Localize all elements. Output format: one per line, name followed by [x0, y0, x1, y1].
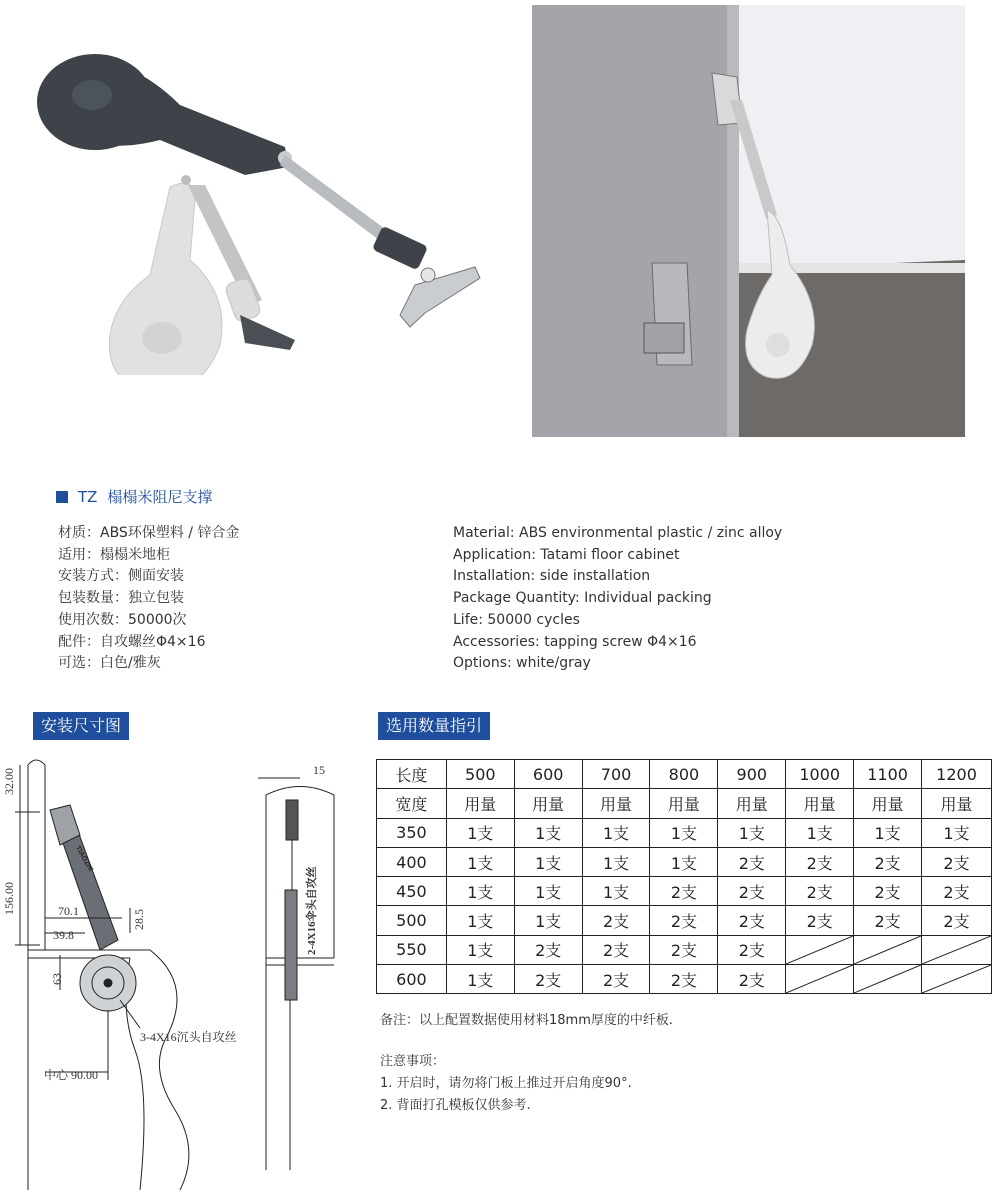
length-cell: 800	[650, 760, 718, 789]
qty-cell: 2支	[650, 906, 718, 935]
qty-cell: 2支	[650, 877, 718, 906]
qty-cell: 1支	[854, 818, 922, 847]
spec-cn-line: 可选：白色/雅灰	[58, 655, 161, 672]
unit-cell: 用量	[582, 789, 650, 818]
width-cell: 450	[377, 877, 447, 906]
unit-cell: 用量	[514, 789, 582, 818]
qty-cell: 1支	[514, 847, 582, 876]
dim-39: 39.8	[53, 928, 74, 942]
empty-slash-cell	[854, 935, 922, 964]
qty-cell: 2支	[922, 906, 992, 935]
qty-cell: 1支	[514, 906, 582, 935]
length-cell: 1200	[922, 760, 992, 789]
width-cell: 400	[377, 847, 447, 876]
caution-2: 2. 背面打孔模板仅供参考.	[380, 1098, 531, 1113]
unit-cell: 用量	[650, 789, 718, 818]
qty-cell: 2支	[786, 877, 854, 906]
product-name: 榻榻米阻尼支撑	[107, 488, 213, 506]
qty-cell: 2支	[718, 965, 786, 994]
product-photo-pair	[30, 45, 490, 375]
qty-cell: 2支	[854, 906, 922, 935]
qty-cell: 1支	[650, 847, 718, 876]
unit-cell: 用量	[718, 789, 786, 818]
dim-28: 28.5	[132, 909, 146, 930]
qty-cell: 2支	[718, 877, 786, 906]
spec-cn-line: 适用：榻榻米地柜	[58, 546, 170, 563]
qty-cell: 2支	[650, 965, 718, 994]
title-square-icon	[56, 491, 68, 503]
qty-cell: 1支	[582, 818, 650, 847]
length-cell: 600	[514, 760, 582, 789]
dim-156: 156.00	[2, 882, 16, 915]
unit-cell: 用量	[854, 789, 922, 818]
remark: 备注：以上配置数据使用材料18mm厚度的中纤板.	[380, 1013, 674, 1028]
width-cell: 550	[377, 935, 447, 964]
qty-cell: 1支	[786, 818, 854, 847]
unit-cell: 用量	[922, 789, 992, 818]
unit-cell: 用量	[446, 789, 514, 818]
qty-cell: 1支	[446, 877, 514, 906]
qty-cell: 2支	[718, 935, 786, 964]
qty-cell: 1支	[446, 906, 514, 935]
spec-en-line: Life: 50000 cycles	[453, 611, 580, 628]
qty-cell: 2支	[514, 965, 582, 994]
table-row-length	[377, 760, 992, 789]
width-cell: 500	[377, 906, 447, 935]
empty-slash-cell	[922, 935, 992, 964]
unit-cell: 用量	[786, 789, 854, 818]
row-head-width: 宽度	[377, 789, 447, 818]
qty-cell: 1支	[446, 935, 514, 964]
dim-63: 63	[50, 973, 64, 985]
length-cell: 1000	[786, 760, 854, 789]
white-lift-support-image	[109, 175, 295, 375]
spec-en-line: Accessories: tapping screw Φ4×16	[453, 633, 697, 650]
spec-en-line: Package Quantity: Individual packing	[453, 590, 712, 607]
dim-15: 15	[313, 763, 325, 777]
spec-en-line: Material: ABS environmental plastic / zinc alloy	[453, 525, 783, 541]
section-install-dims: 安装尺寸图	[33, 712, 129, 740]
empty-slash-cell	[854, 965, 922, 994]
qty-cell: 1支	[446, 847, 514, 876]
section-qty-guide: 选用数量指引	[378, 712, 490, 740]
row-head-length: 长度	[377, 760, 447, 789]
width-cell: 600	[377, 965, 447, 994]
product-code: TZ	[78, 487, 98, 506]
length-cell: 1100	[854, 760, 922, 789]
qty-cell: 1支	[582, 877, 650, 906]
spec-cn-line: 配件：自攻螺丝Φ4×16	[58, 633, 206, 650]
qty-cell: 2支	[582, 935, 650, 964]
table-body	[377, 818, 992, 994]
table-row	[377, 877, 992, 906]
specs-en	[453, 523, 782, 675]
empty-slash-cell	[786, 935, 854, 964]
qty-cell: 2支	[786, 847, 854, 876]
table-row	[377, 965, 992, 994]
table-row	[377, 906, 992, 935]
spec-cn-line: 安装方式：侧面安装	[58, 568, 184, 585]
quantity-table	[376, 759, 992, 994]
length-cell: 900	[718, 760, 786, 789]
table-row	[377, 935, 992, 964]
screw-label: 3-4X16沉头自攻丝	[140, 1030, 237, 1044]
qty-cell: 1支	[446, 818, 514, 847]
qty-cell: 1支	[514, 818, 582, 847]
spec-en-line: Application: Tatami floor cabinet	[453, 546, 680, 563]
spec-cn-line: 材质：ABS环保塑料 / 锌合金	[58, 525, 240, 541]
qty-cell: 2支	[718, 906, 786, 935]
qty-cell: 1支	[650, 818, 718, 847]
spec-en-line: Options: white/gray	[453, 655, 591, 672]
spec-cn-line: 包装数量：独立包装	[58, 590, 184, 607]
qty-cell: 2支	[922, 847, 992, 876]
installed-photo	[532, 5, 965, 437]
qty-cell: 2支	[854, 877, 922, 906]
caution-1: 1. 开启时，请勿将门板上推过开启角度90°.	[380, 1076, 632, 1091]
qty-cell: 2支	[786, 906, 854, 935]
spec-cn-line: 使用次数：50000次	[58, 611, 187, 628]
qty-cell: 2支	[650, 935, 718, 964]
gray-lift-support-image	[37, 54, 480, 327]
qty-cell: 1支	[446, 965, 514, 994]
width-cell: 350	[377, 818, 447, 847]
center-label: 中心 90.00	[44, 1068, 99, 1082]
qty-cell: 2支	[582, 906, 650, 935]
qty-cell: 1支	[582, 847, 650, 876]
length-cell: 500	[446, 760, 514, 789]
brand-text: TIAOZHI	[73, 845, 94, 873]
empty-slash-cell	[786, 965, 854, 994]
table-row-width-head	[377, 789, 992, 818]
empty-slash-cell	[922, 965, 992, 994]
table-row	[377, 818, 992, 847]
qty-cell: 1支	[718, 818, 786, 847]
install-drawing	[0, 750, 360, 1190]
dim-70: 70.1	[58, 904, 79, 918]
qty-cell: 2支	[854, 847, 922, 876]
qty-cell: 2支	[582, 965, 650, 994]
qty-cell: 2支	[718, 847, 786, 876]
qty-cell: 1支	[922, 818, 992, 847]
qty-cell: 1支	[514, 877, 582, 906]
product-title	[56, 486, 212, 507]
screw-label-side: 2-4X16伞头自攻丝	[306, 866, 318, 955]
qty-cell: 2支	[922, 877, 992, 906]
qty-cell: 2支	[514, 935, 582, 964]
caution-title: 注意事项：	[380, 1054, 446, 1069]
dim-32: 32.00	[2, 768, 16, 795]
spec-en-line: Installation: side installation	[453, 568, 651, 585]
specs-cn	[58, 523, 239, 675]
length-cell: 700	[582, 760, 650, 789]
table-row	[377, 847, 992, 876]
